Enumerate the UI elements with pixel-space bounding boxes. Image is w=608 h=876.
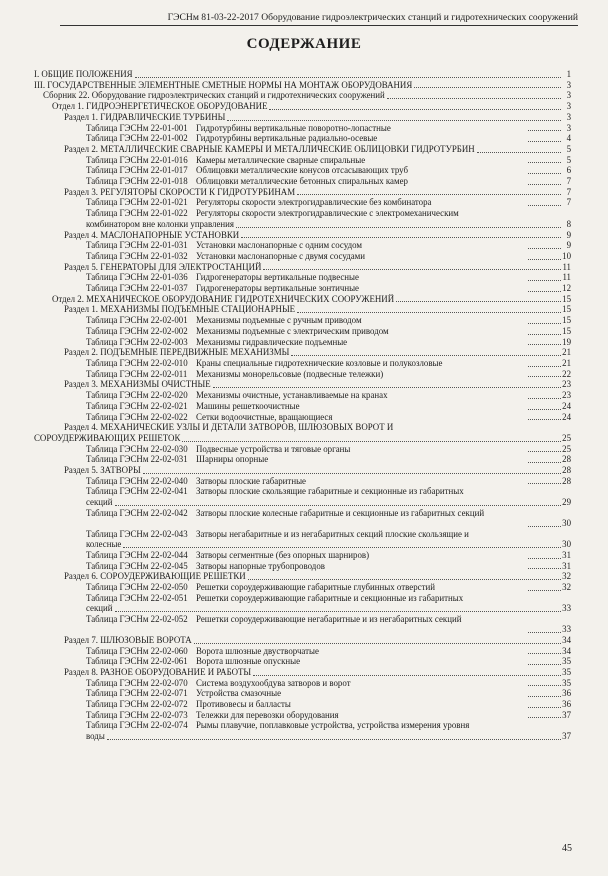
toc-page-number: 35 bbox=[562, 656, 571, 667]
dot-leader bbox=[528, 280, 561, 281]
toc-table-code: Таблица ГЭСНм 22-02-041 bbox=[86, 486, 188, 497]
toc-table-name: Механизмы подъемные с ручным приводом bbox=[196, 315, 362, 326]
toc-table-code: Таблица ГЭСНм 22-02-070 bbox=[86, 677, 188, 688]
dot-leader bbox=[269, 109, 561, 110]
dot-leader bbox=[528, 376, 561, 377]
toc-page-number: 21 bbox=[562, 347, 571, 358]
dot-leader bbox=[115, 505, 561, 506]
toc-table-entry[interactable] bbox=[34, 688, 571, 699]
dot-leader bbox=[182, 441, 561, 442]
toc-page-number: 15 bbox=[562, 304, 571, 315]
toc-table-entry[interactable] bbox=[34, 614, 571, 635]
dot-leader bbox=[528, 141, 561, 142]
toc-section-title: Отдел 1. ГИДРОЭНЕРГЕТИЧЕСКОЕ ОБОРУДОВАНИЕ bbox=[52, 101, 268, 112]
dot-leader bbox=[528, 653, 561, 654]
toc-table-entry[interactable] bbox=[34, 454, 571, 465]
toc-page-number: 8 bbox=[566, 218, 571, 229]
toc-table-code: Таблица ГЭСНм 22-01-022 bbox=[86, 208, 188, 219]
toc-table-code: Таблица ГЭСНм 22-02-052 bbox=[86, 614, 188, 625]
toc-table-entry[interactable] bbox=[34, 155, 571, 166]
toc-table-name: Облицовки металлические бетонных спиральных камер bbox=[196, 176, 408, 187]
toc-section-title: III. ГОСУДАРСТВЕННЫЕ ЭЛЕМЕНТНЫЕ СМЕТНЫЕ НОРМЫ НА МОНТАЖ ОБОРУДОВАНИЯ bbox=[34, 79, 413, 90]
dot-leader bbox=[528, 632, 561, 633]
toc-table-code: Таблица ГЭСНм 22-01-037 bbox=[86, 283, 188, 294]
toc-table-name: Затворы сегментные (без опорных шарниров) bbox=[196, 549, 370, 560]
toc-page-number: 23 bbox=[562, 390, 571, 401]
toc-table-name: Ворота шлюзные опускные bbox=[196, 656, 301, 667]
dot-leader bbox=[115, 611, 561, 612]
toc-section-entry[interactable] bbox=[34, 144, 571, 155]
toc-page-number: 11 bbox=[562, 261, 571, 272]
toc-table-code: Таблица ГЭСНм 22-02-060 bbox=[86, 645, 188, 656]
toc-table-name: Машины решеткоочистные bbox=[196, 400, 300, 411]
toc-page-number: 33 bbox=[562, 624, 571, 635]
toc-table-entry[interactable] bbox=[34, 369, 571, 380]
toc-table-name: Затворы негабаритные и из негабаритных секций плоские скользящие и bbox=[196, 528, 469, 539]
toc-table-code: Таблица ГЭСНм 22-01-016 bbox=[86, 154, 188, 165]
toc-page-number: 12 bbox=[562, 283, 571, 294]
toc-table-name-continued: колесные bbox=[86, 539, 122, 550]
dot-leader bbox=[528, 409, 561, 410]
toc-page-number: 25 bbox=[562, 443, 571, 454]
toc-page-number: 23 bbox=[562, 379, 571, 390]
dot-leader bbox=[396, 301, 561, 302]
toc-table-entry[interactable] bbox=[34, 699, 571, 710]
dot-leader bbox=[528, 205, 561, 206]
toc-table-code: Таблица ГЭСНм 22-02-072 bbox=[86, 699, 188, 710]
toc-table-name: Противовесы и балласты bbox=[196, 699, 291, 710]
toc-table-name: Гидрогенераторы вертикальные подвесные bbox=[196, 272, 359, 283]
dot-leader bbox=[528, 323, 561, 324]
toc-table-entry[interactable] bbox=[34, 529, 571, 550]
toc-page-number: 34 bbox=[562, 634, 571, 645]
toc-table-name: Устройства смазочные bbox=[196, 688, 282, 699]
toc-table-name: Установки маслонапорные с одним сосудом bbox=[196, 240, 362, 251]
dot-leader bbox=[528, 184, 561, 185]
toc-page-number: 36 bbox=[562, 688, 571, 699]
toc-page-number: 10 bbox=[562, 250, 571, 261]
running-header: ГЭСНм 81-03-22-2017 Оборудование гидроэлектрических станций и гидротехнических сооружений bbox=[60, 12, 578, 26]
page-title: СОДЕРЖАНИЕ bbox=[246, 36, 362, 52]
toc-section-title-continued: СОРОУДЕРЖИВАЮЩИХ РЕШЕТОК bbox=[34, 432, 181, 443]
toc-table-entry[interactable] bbox=[34, 582, 571, 593]
toc-table-code: Таблица ГЭСНм 22-02-044 bbox=[86, 549, 188, 560]
toc-table-entry[interactable] bbox=[34, 444, 571, 455]
toc-page-number: 32 bbox=[562, 582, 571, 593]
dot-leader bbox=[528, 558, 561, 559]
toc-table-entry[interactable] bbox=[34, 550, 571, 561]
dot-leader bbox=[528, 398, 561, 399]
toc-page-number: 35 bbox=[562, 666, 571, 677]
toc-table-code: Таблица ГЭСНм 22-02-010 bbox=[86, 357, 188, 368]
toc-table-code: Таблица ГЭСНм 22-01-031 bbox=[86, 240, 188, 251]
dot-leader bbox=[528, 344, 561, 345]
dot-leader bbox=[387, 98, 561, 99]
toc-page-number: 19 bbox=[562, 336, 571, 347]
toc-page-number: 34 bbox=[562, 645, 571, 656]
toc-page-number: 7 bbox=[566, 186, 571, 197]
page-number: 45 bbox=[562, 843, 572, 854]
dot-leader bbox=[528, 483, 561, 484]
toc-section-entry[interactable] bbox=[34, 379, 571, 390]
toc-table-entry[interactable] bbox=[34, 412, 571, 423]
toc-page-number: 28 bbox=[562, 465, 571, 476]
toc-table-code: Таблица ГЭСНм 22-02-030 bbox=[86, 443, 188, 454]
toc-table-code: Таблица ГЭСНм 22-02-020 bbox=[86, 390, 188, 401]
toc-section-entry[interactable] bbox=[34, 422, 571, 443]
toc-table-name: Система воздухообдува затворов и ворот bbox=[196, 677, 351, 688]
toc-section-title: Раздел 4. МАСЛОНАПОРНЫЕ УСТАНОВКИ bbox=[64, 229, 240, 240]
dot-leader bbox=[528, 568, 561, 569]
toc-table-code: Таблица ГЭСНм 22-02-050 bbox=[86, 582, 188, 593]
dot-leader bbox=[236, 227, 561, 228]
toc-page-number: 15 bbox=[562, 325, 571, 336]
toc-table-name: Краны специальные гидротехнические козловые и полукозловые bbox=[196, 357, 443, 368]
toc-table-name: Затворы плоские габаритные bbox=[196, 475, 306, 486]
toc-table-code: Таблица ГЭСНм 22-02-074 bbox=[86, 720, 188, 731]
toc-page-number: 9 bbox=[566, 240, 571, 251]
toc-table-entry[interactable] bbox=[34, 251, 571, 262]
toc-table-code: Таблица ГЭСНм 22-02-001 bbox=[86, 315, 188, 326]
dot-leader bbox=[528, 334, 561, 335]
toc-section-title: Раздел 2. МЕТАЛЛИЧЕСКИЕ СВАРНЫЕ КАМЕРЫ И МЕТАЛЛИЧЕСКИЕ ОБЛИЦОВКИ ГИДРОТУРБИН bbox=[64, 143, 475, 154]
toc-page-number: 4 bbox=[566, 133, 571, 144]
toc-table-entry[interactable] bbox=[34, 123, 571, 134]
toc-table-entry[interactable] bbox=[34, 720, 571, 741]
dot-leader bbox=[263, 269, 561, 270]
toc-section-title: I. ОБЩИЕ ПОЛОЖЕНИЯ bbox=[34, 69, 133, 79]
dot-leader bbox=[414, 87, 561, 88]
dot-leader bbox=[291, 355, 561, 356]
toc-table-entry[interactable] bbox=[34, 508, 571, 529]
toc-table-name: Решетки сороудерживающие габаритные глубинных отверстий bbox=[196, 582, 435, 593]
dot-leader bbox=[123, 547, 561, 548]
toc-table-entry[interactable] bbox=[34, 358, 571, 369]
toc-table-code: Таблица ГЭСНм 22-02-040 bbox=[86, 475, 188, 486]
dot-leader bbox=[528, 451, 561, 452]
toc-page-number: 1 bbox=[566, 69, 571, 79]
toc-page-number: 37 bbox=[562, 731, 571, 742]
toc-page-number: 35 bbox=[562, 677, 571, 688]
toc-page-number: 3 bbox=[566, 79, 571, 90]
toc-table-entry[interactable] bbox=[34, 486, 571, 507]
toc-page-number: 3 bbox=[566, 101, 571, 112]
toc-table-code: Таблица ГЭСНм 22-02-073 bbox=[86, 709, 188, 720]
toc-table-entry[interactable] bbox=[34, 197, 571, 208]
toc-section-title: Сборник 22. Оборудование гидроэлектрических станций и гидротехнических сооружений bbox=[43, 90, 385, 101]
toc-table-name: Решетки сороудерживающие негабаритные и из негабаритных секций bbox=[196, 614, 462, 625]
dot-leader bbox=[528, 685, 561, 686]
toc-table-entry[interactable] bbox=[34, 315, 571, 326]
toc-page-number: 11 bbox=[562, 272, 571, 283]
toc-table-entry[interactable] bbox=[34, 272, 571, 283]
toc-page-number: 29 bbox=[562, 497, 571, 508]
toc-table-name: Сетки водоочистные, вращающиеся bbox=[196, 411, 333, 422]
toc-page-number: 6 bbox=[566, 165, 571, 176]
dot-leader bbox=[528, 130, 561, 131]
dot-leader bbox=[143, 473, 561, 474]
table-of-contents bbox=[34, 69, 571, 742]
toc-table-code: Таблица ГЭСНм 22-01-018 bbox=[86, 176, 188, 187]
dot-leader bbox=[477, 152, 561, 153]
dot-leader bbox=[528, 259, 561, 260]
toc-section-title: Раздел 7. ШЛЮЗОВЫЕ ВОРОТА bbox=[64, 634, 192, 645]
toc-page-number: 30 bbox=[562, 517, 571, 528]
toc-page-number: 28 bbox=[562, 454, 571, 465]
toc-page-number: 5 bbox=[566, 143, 571, 154]
toc-table-entry[interactable] bbox=[34, 401, 571, 412]
toc-table-name: Механизмы гидравлические подъемные bbox=[196, 336, 348, 347]
dot-leader bbox=[227, 120, 561, 121]
toc-section-title: Раздел 6. СОРОУДЕРЖИВАЮЩИЕ РЕШЕТКИ bbox=[64, 571, 246, 582]
dot-leader bbox=[241, 237, 561, 238]
toc-table-entry[interactable] bbox=[34, 326, 571, 337]
toc-section-entry[interactable] bbox=[34, 571, 571, 582]
toc-table-code: Таблица ГЭСНм 22-01-001 bbox=[86, 122, 188, 133]
dot-leader bbox=[297, 194, 561, 195]
toc-page-number: 31 bbox=[562, 549, 571, 560]
toc-section-title: Раздел 1. МЕХАНИЗМЫ ПОДЪЕМНЫЕ СТАЦИОНАРНЫЕ bbox=[64, 304, 296, 315]
toc-table-code: Таблица ГЭСНм 22-02-002 bbox=[86, 325, 188, 336]
dot-leader bbox=[528, 248, 561, 249]
toc-page-number: 3 bbox=[566, 90, 571, 101]
toc-section-entry[interactable] bbox=[34, 667, 571, 678]
toc-table-name: Облицовки металлические конусов отсасывающих труб bbox=[196, 165, 408, 176]
dot-leader bbox=[528, 526, 561, 527]
dot-leader bbox=[528, 707, 561, 708]
toc-table-name: Тележки для перевозки оборудования bbox=[196, 709, 339, 720]
toc-page-number: 24 bbox=[562, 411, 571, 422]
toc-section-entry[interactable] bbox=[34, 304, 571, 315]
toc-page-number: 15 bbox=[562, 293, 571, 304]
toc-page-number: 7 bbox=[566, 197, 571, 208]
toc-table-entry[interactable] bbox=[34, 656, 571, 667]
toc-table-name: Механизмы монорельсовые (подвесные тележки) bbox=[196, 368, 384, 379]
toc-table-code: Таблица ГЭСНм 22-01-021 bbox=[86, 197, 188, 208]
toc-section-title: Раздел 8. РАЗНОЕ ОБОРУДОВАНИЕ И РАБОТЫ bbox=[64, 666, 252, 677]
dot-leader bbox=[528, 590, 561, 591]
toc-page-number: 24 bbox=[562, 400, 571, 411]
toc-table-entry[interactable] bbox=[34, 476, 571, 487]
toc-page-number: 31 bbox=[562, 560, 571, 571]
dot-leader bbox=[253, 675, 561, 676]
toc-table-entry[interactable] bbox=[34, 678, 571, 689]
dot-leader bbox=[528, 462, 561, 463]
toc-page-number: 30 bbox=[562, 539, 571, 550]
toc-table-code: Таблица ГЭСНм 22-01-036 bbox=[86, 272, 188, 283]
toc-table-code: Таблица ГЭСНм 22-02-021 bbox=[86, 400, 188, 411]
toc-table-entry[interactable] bbox=[34, 710, 571, 721]
dot-leader bbox=[528, 291, 561, 292]
toc-section-title: Раздел 5. ЗАТВОРЫ bbox=[64, 465, 141, 476]
toc-table-entry[interactable] bbox=[34, 593, 571, 614]
dot-leader bbox=[528, 664, 561, 665]
toc-page-number: 5 bbox=[566, 154, 571, 165]
toc-table-code: Таблица ГЭСНм 22-02-022 bbox=[86, 411, 188, 422]
toc-page-number: 15 bbox=[562, 315, 571, 326]
toc-table-name: Камеры металлические сварные спиральные bbox=[196, 154, 366, 165]
toc-section-title: Раздел 4. МЕХАНИЧЕСКИЕ УЗЛЫ И ДЕТАЛИ ЗАТВОРОВ, ШЛЮЗОВЫХ ВОРОТ И bbox=[64, 422, 394, 433]
toc-section-entry[interactable] bbox=[34, 347, 571, 358]
toc-table-name: Регуляторы скорости электрогидравлические с электромеханическим bbox=[196, 208, 459, 219]
dot-leader bbox=[528, 173, 561, 174]
toc-table-name: Затворы плоские колесные габаритные и секционные из габаритных секций bbox=[196, 507, 485, 518]
dot-leader bbox=[528, 419, 561, 420]
dot-leader bbox=[107, 739, 561, 740]
toc-page-number: 22 bbox=[562, 368, 571, 379]
toc-table-code: Таблица ГЭСНм 22-02-031 bbox=[86, 454, 188, 465]
toc-table-code: Таблица ГЭСНм 22-01-017 bbox=[86, 165, 188, 176]
toc-table-name: Рымы плавучие, поплавковые устройства, устройства измерения уровня bbox=[196, 720, 470, 731]
toc-table-entry[interactable] bbox=[34, 646, 571, 657]
toc-table-name: Регуляторы скорости электрогидравлические без комбинатора bbox=[196, 197, 432, 208]
toc-page-number: 3 bbox=[566, 122, 571, 133]
toc-table-name: Затворы напорные трубопроводов bbox=[196, 560, 325, 571]
toc-table-name: Ворота шлюзные двустворчатые bbox=[196, 645, 319, 656]
toc-page-number: 21 bbox=[562, 357, 571, 368]
toc-table-entry[interactable] bbox=[34, 208, 571, 229]
toc-section-entry[interactable] bbox=[34, 294, 571, 305]
toc-table-name: Решетки сороудерживающие габаритные и секционные из габаритных bbox=[196, 592, 464, 603]
toc-section-entry[interactable] bbox=[34, 101, 571, 112]
toc-table-entry[interactable] bbox=[34, 240, 571, 251]
toc-table-code: Таблица ГЭСНм 22-02-003 bbox=[86, 336, 188, 347]
toc-table-name: Подвесные устройства и тяговые органы bbox=[196, 443, 351, 454]
toc-page-number: 33 bbox=[562, 603, 571, 614]
dot-leader bbox=[528, 162, 561, 163]
dot-leader bbox=[213, 387, 561, 388]
toc-table-code: Таблица ГЭСНм 22-02-043 bbox=[86, 528, 188, 539]
dot-leader bbox=[528, 366, 561, 367]
toc-page-number: 32 bbox=[562, 571, 571, 582]
toc-page-number: 36 bbox=[562, 699, 571, 710]
dot-leader bbox=[528, 696, 561, 697]
toc-table-name: Гидрогенераторы вертикальные зонтичные bbox=[196, 283, 359, 294]
toc-table-name: Механизмы очистные, устанавливаемые на кранах bbox=[196, 390, 388, 401]
toc-table-name-continued: секций bbox=[86, 603, 113, 614]
toc-table-entry[interactable] bbox=[34, 133, 571, 144]
toc-table-entry[interactable] bbox=[34, 176, 571, 187]
dot-leader bbox=[248, 579, 561, 580]
toc-page-number: 25 bbox=[562, 432, 571, 443]
toc-table-name: Гидротурбины вертикальные поворотно-лопастные bbox=[196, 122, 391, 133]
toc-section-title: Отдел 2. МЕХАНИЧЕСКОЕ ОБОРУДОВАНИЕ ГИДРОТЕХНИЧЕСКИХ СООРУЖЕНИЙ bbox=[52, 293, 395, 304]
toc-page-number: 7 bbox=[566, 176, 571, 187]
toc-section-title: Раздел 5. ГЕНЕРАТОРЫ ДЛЯ ЭЛЕКТРОСТАНЦИЙ bbox=[64, 261, 262, 272]
toc-table-name: Шарниры опорные bbox=[196, 454, 269, 465]
toc-table-name: Гидротурбины вертикальные радиально-осевые bbox=[196, 133, 378, 144]
toc-section-title: Раздел 3. РЕГУЛЯТОРЫ СКОРОСТИ К ГИДРОТУРБИНАМ bbox=[64, 186, 296, 197]
toc-page-number: 3 bbox=[566, 111, 571, 122]
toc-table-code: Таблица ГЭСНм 22-02-061 bbox=[86, 656, 188, 667]
toc-table-code: Таблица ГЭСНм 22-01-032 bbox=[86, 250, 188, 261]
toc-section-entry[interactable] bbox=[34, 112, 571, 123]
toc-section-entry[interactable] bbox=[34, 90, 571, 101]
toc-section-entry[interactable] bbox=[34, 69, 571, 80]
toc-table-name: Механизмы подъемные с электрическим приводом bbox=[196, 325, 389, 336]
toc-section-title: Раздел 3. МЕХАНИЗМЫ ОЧИСТНЫЕ bbox=[64, 379, 211, 390]
toc-table-entry[interactable] bbox=[34, 283, 571, 294]
toc-page-number: 37 bbox=[562, 709, 571, 720]
toc-table-name-continued: секций bbox=[86, 497, 113, 508]
toc-table-entry[interactable] bbox=[34, 165, 571, 176]
toc-page-number: 28 bbox=[562, 475, 571, 486]
dot-leader bbox=[194, 643, 561, 644]
toc-table-entry[interactable] bbox=[34, 337, 571, 348]
toc-table-entry[interactable] bbox=[34, 561, 571, 572]
toc-table-name-continued: комбинатором вне колонки управления bbox=[86, 218, 234, 229]
toc-section-title: Раздел 1. ГИДРАВЛИЧЕСКИЕ ТУРБИНЫ bbox=[64, 111, 226, 122]
toc-table-code: Таблица ГЭСНм 22-02-042 bbox=[86, 507, 188, 518]
toc-page-number: 9 bbox=[566, 229, 571, 240]
toc-table-code: Таблица ГЭСНм 22-02-011 bbox=[86, 368, 188, 379]
toc-table-name: Установки маслонапорные с двумя сосудами bbox=[196, 250, 366, 261]
toc-table-code: Таблица ГЭСНм 22-02-051 bbox=[86, 592, 188, 603]
toc-table-code: Таблица ГЭСНм 22-02-045 bbox=[86, 560, 188, 571]
toc-section-title: Раздел 2. ПОДЪЕМНЫЕ ПЕРЕДВИЖНЫЕ МЕХАНИЗМЫ bbox=[64, 347, 290, 358]
dot-leader bbox=[528, 717, 561, 718]
toc-section-entry[interactable] bbox=[34, 80, 571, 91]
toc-section-entry[interactable] bbox=[34, 230, 571, 241]
toc-table-name: Затворы плоские скользящие габаритные и секционные из габаритных bbox=[196, 486, 464, 497]
toc-table-code: Таблица ГЭСНм 22-02-071 bbox=[86, 688, 188, 699]
toc-table-code: Таблица ГЭСНм 22-01-002 bbox=[86, 133, 188, 144]
toc-table-name-continued: воды bbox=[86, 731, 105, 742]
dot-leader bbox=[297, 312, 561, 313]
toc-section-entry[interactable] bbox=[34, 262, 571, 273]
toc-table-entry[interactable] bbox=[34, 390, 571, 401]
toc-section-entry[interactable] bbox=[34, 465, 571, 476]
dot-leader bbox=[135, 77, 561, 78]
toc-section-entry[interactable] bbox=[34, 635, 571, 646]
toc-section-entry[interactable] bbox=[34, 187, 571, 198]
